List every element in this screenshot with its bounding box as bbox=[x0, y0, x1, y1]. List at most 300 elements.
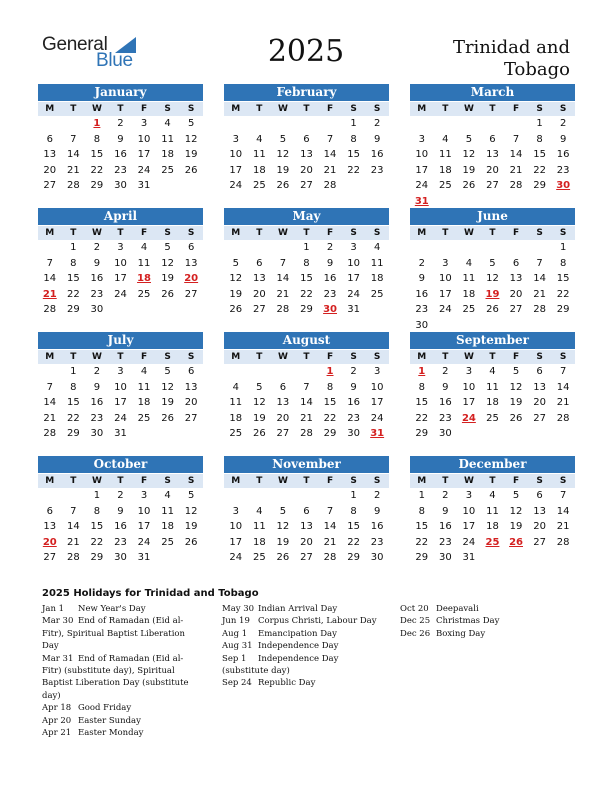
day-cell: 21 bbox=[300, 412, 313, 424]
day-cell: 11 bbox=[252, 521, 266, 532]
day-cell: 3 bbox=[465, 490, 473, 501]
day-cell: 22 bbox=[90, 164, 104, 176]
day-cell: 26 bbox=[161, 288, 174, 300]
day-cell: 2 bbox=[373, 490, 381, 501]
day-cell: 23 bbox=[114, 164, 127, 176]
day-cell: 18 bbox=[252, 536, 266, 548]
weekday-label: S bbox=[350, 476, 357, 486]
day-cell: 10 bbox=[438, 273, 452, 284]
empty-day-cell bbox=[62, 116, 86, 132]
day-cell: 12 bbox=[229, 273, 243, 284]
holiday-day-cell: 30 bbox=[323, 304, 337, 315]
weekday-header bbox=[38, 474, 203, 488]
day-cell: 15 bbox=[556, 273, 570, 284]
weekday-label: F bbox=[140, 476, 148, 486]
month-september bbox=[410, 332, 575, 442]
empty-day-cell bbox=[528, 240, 552, 256]
day-cell: 12 bbox=[509, 381, 523, 393]
day-cell: 3 bbox=[373, 366, 381, 377]
day-cell: 6 bbox=[46, 505, 53, 517]
day-grid bbox=[410, 116, 575, 209]
empty-day-cell bbox=[504, 240, 528, 256]
day-cell: 22 bbox=[533, 164, 546, 176]
day-cell: 6 bbox=[279, 381, 287, 393]
day-cell: 3 bbox=[117, 242, 124, 253]
day-cell: 16 bbox=[323, 273, 337, 284]
weekday-label: W bbox=[91, 104, 102, 114]
weekday-label: W bbox=[277, 228, 288, 238]
weekday-label: T bbox=[442, 352, 449, 362]
weekday-label: T bbox=[256, 352, 263, 362]
day-cell: 13 bbox=[509, 273, 523, 284]
day-cell: 7 bbox=[559, 366, 567, 377]
holiday-day-cell: 1 bbox=[418, 366, 426, 377]
day-cell: 18 bbox=[370, 273, 384, 284]
day-cell: 11 bbox=[438, 149, 452, 160]
holiday-name: Emancipation Day bbox=[258, 628, 337, 639]
day-cell: 16 bbox=[114, 521, 127, 532]
holiday-day-cell: 1 bbox=[93, 118, 101, 129]
day-cell: 8 bbox=[536, 133, 543, 145]
weekday-header bbox=[224, 350, 389, 364]
day-cell: 8 bbox=[326, 381, 334, 393]
weekday-label: T bbox=[303, 352, 310, 362]
day-cell: 13 bbox=[486, 149, 499, 160]
day-cell: 22 bbox=[556, 288, 570, 300]
holiday-name: Independence Day bbox=[258, 641, 339, 652]
day-cell: 1 bbox=[350, 118, 357, 129]
day-cell: 24 bbox=[462, 536, 476, 548]
day-cell: 2 bbox=[93, 366, 101, 377]
day-cell: 2 bbox=[93, 242, 101, 253]
holiday-date: Apr 20 bbox=[42, 715, 72, 726]
empty-day-cell bbox=[457, 116, 481, 132]
holiday-entry bbox=[222, 640, 382, 652]
holiday-entry bbox=[400, 615, 560, 627]
holiday-date: Jun 19 bbox=[222, 616, 250, 627]
weekday-label: T bbox=[70, 104, 77, 114]
day-cell: 22 bbox=[66, 412, 80, 424]
day-cell: 12 bbox=[184, 505, 198, 517]
weekday-label: T bbox=[256, 228, 263, 238]
day-cell: 13 bbox=[184, 381, 198, 393]
day-cell: 22 bbox=[300, 288, 313, 300]
day-cell: 18 bbox=[486, 521, 499, 532]
day-cell: 5 bbox=[465, 133, 473, 145]
day-cell: 7 bbox=[279, 257, 287, 269]
day-cell: 1 bbox=[418, 490, 425, 501]
day-cell: 15 bbox=[66, 273, 80, 284]
day-cell: 17 bbox=[438, 288, 452, 300]
day-cell: 12 bbox=[184, 133, 198, 145]
weekday-label: W bbox=[277, 352, 288, 362]
day-grid bbox=[224, 116, 389, 194]
day-cell: 4 bbox=[140, 242, 148, 253]
day-cell: 11 bbox=[486, 381, 499, 393]
weekday-label: M bbox=[45, 476, 55, 486]
empty-day-cell bbox=[248, 240, 272, 256]
day-cell: 13 bbox=[252, 273, 266, 284]
day-cell: 19 bbox=[184, 521, 198, 532]
country-name: Trinidad and Tobago bbox=[452, 37, 570, 80]
holiday-entry bbox=[222, 653, 382, 678]
day-cell: 12 bbox=[276, 149, 290, 160]
day-cell: 24 bbox=[229, 180, 243, 191]
day-cell: 23 bbox=[415, 304, 429, 315]
weekday-label: M bbox=[417, 352, 427, 362]
holidays-column-2 bbox=[222, 603, 382, 690]
day-cell: 24 bbox=[415, 180, 429, 191]
day-cell: 23 bbox=[438, 536, 452, 548]
weekday-label: S bbox=[187, 352, 195, 362]
day-grid bbox=[38, 488, 203, 566]
day-cell: 23 bbox=[370, 164, 384, 176]
day-cell: 22 bbox=[66, 288, 80, 300]
month-march bbox=[410, 84, 575, 209]
day-cell: 1 bbox=[70, 366, 77, 377]
day-cell: 21 bbox=[556, 397, 570, 408]
weekday-label: S bbox=[373, 228, 381, 238]
day-cell: 22 bbox=[415, 412, 429, 424]
holiday-date: Mar 30 bbox=[42, 616, 74, 627]
holiday-date: Mar 31 bbox=[42, 653, 74, 664]
day-cell: 2 bbox=[559, 118, 567, 129]
day-cell: 13 bbox=[43, 521, 57, 532]
weekday-label: T bbox=[256, 104, 263, 114]
day-cell: 12 bbox=[161, 257, 174, 269]
holiday-day-cell: 19 bbox=[485, 288, 500, 300]
weekday-label: S bbox=[559, 476, 567, 486]
day-cell: 18 bbox=[137, 397, 151, 408]
day-cell: 29 bbox=[66, 304, 80, 315]
day-cell: 31 bbox=[462, 552, 476, 563]
day-cell: 28 bbox=[43, 304, 57, 315]
day-cell: 25 bbox=[161, 536, 174, 548]
day-cell: 24 bbox=[370, 412, 384, 424]
month-name: January bbox=[38, 84, 203, 101]
holiday-entry bbox=[42, 727, 202, 739]
weekday-label: T bbox=[303, 476, 310, 486]
day-cell: 5 bbox=[256, 381, 263, 393]
day-cell: 6 bbox=[303, 505, 310, 517]
day-cell: 4 bbox=[164, 490, 171, 501]
day-cell: 5 bbox=[512, 366, 520, 377]
weekday-label: T bbox=[489, 476, 496, 486]
weekday-header bbox=[410, 350, 575, 364]
day-cell: 9 bbox=[442, 381, 449, 393]
holiday-date: Jan 1 bbox=[42, 604, 65, 614]
day-cell: 17 bbox=[137, 521, 151, 532]
weekday-label: F bbox=[512, 104, 520, 114]
empty-day-cell bbox=[224, 116, 248, 132]
holiday-entry bbox=[222, 615, 382, 627]
weekday-label: S bbox=[164, 476, 171, 486]
day-cell: 1 bbox=[93, 490, 101, 501]
day-cell: 21 bbox=[509, 164, 523, 176]
day-cell: 12 bbox=[486, 273, 499, 284]
day-cell: 23 bbox=[438, 412, 452, 424]
day-cell: 11 bbox=[229, 397, 243, 408]
holiday-day-cell: 20 bbox=[42, 536, 57, 548]
holiday-name: Republic Day bbox=[258, 678, 316, 689]
holiday-date: Aug 1 bbox=[222, 628, 248, 639]
day-cell: 25 bbox=[161, 164, 174, 176]
day-cell: 19 bbox=[276, 536, 290, 548]
day-cell: 17 bbox=[114, 397, 127, 408]
empty-day-cell bbox=[295, 488, 319, 504]
day-cell: 20 bbox=[300, 164, 313, 176]
weekday-label: F bbox=[512, 228, 520, 238]
day-cell: 5 bbox=[512, 490, 520, 501]
day-cell: 13 bbox=[276, 397, 290, 408]
day-grid bbox=[224, 240, 389, 318]
holiday-entry bbox=[222, 677, 382, 689]
day-cell: 4 bbox=[232, 381, 239, 393]
day-cell: 26 bbox=[509, 412, 523, 424]
day-cell: 14 bbox=[66, 521, 80, 532]
holidays-column-3 bbox=[400, 603, 560, 640]
day-cell: 16 bbox=[370, 149, 384, 160]
weekday-label: T bbox=[442, 228, 449, 238]
day-cell: 28 bbox=[323, 552, 337, 563]
weekday-label: F bbox=[140, 228, 148, 238]
holiday-day-cell: 21 bbox=[42, 288, 57, 300]
weekday-label: S bbox=[536, 352, 543, 362]
day-cell: 4 bbox=[489, 366, 496, 377]
weekday-label: T bbox=[442, 476, 449, 486]
month-july bbox=[38, 332, 203, 442]
day-cell: 25 bbox=[370, 288, 384, 300]
day-cell: 8 bbox=[350, 133, 357, 145]
day-cell: 8 bbox=[93, 133, 101, 145]
day-cell: 18 bbox=[462, 288, 476, 300]
weekday-label: S bbox=[373, 104, 381, 114]
holiday-entry bbox=[42, 702, 202, 714]
day-cell: 22 bbox=[347, 164, 360, 176]
day-cell: 26 bbox=[161, 412, 174, 424]
weekday-label: W bbox=[277, 104, 288, 114]
day-cell: 9 bbox=[117, 505, 124, 517]
day-cell: 27 bbox=[300, 180, 313, 191]
month-name: February bbox=[224, 84, 389, 101]
weekday-label: T bbox=[303, 104, 310, 114]
day-grid bbox=[410, 488, 575, 566]
day-cell: 30 bbox=[415, 319, 429, 331]
day-cell: 23 bbox=[90, 412, 104, 424]
day-cell: 11 bbox=[161, 505, 174, 517]
day-cell: 5 bbox=[164, 242, 171, 253]
day-cell: 10 bbox=[347, 257, 360, 269]
day-cell: 15 bbox=[90, 149, 104, 160]
month-name: August bbox=[224, 332, 389, 349]
day-cell: 16 bbox=[90, 273, 104, 284]
day-cell: 30 bbox=[370, 552, 384, 563]
day-cell: 30 bbox=[114, 180, 127, 191]
day-cell: 20 bbox=[533, 521, 546, 532]
day-cell: 16 bbox=[347, 397, 360, 408]
day-cell: 29 bbox=[556, 304, 570, 315]
holiday-name: End of Ramadan (Eid al-Fitr) (substitute day), Spiritual Baptist Liberation Day (substitute day) bbox=[42, 653, 189, 701]
day-cell: 22 bbox=[415, 536, 429, 548]
day-cell: 12 bbox=[276, 521, 290, 532]
weekday-label: S bbox=[164, 104, 171, 114]
day-cell: 25 bbox=[252, 552, 266, 563]
weekday-label: W bbox=[91, 228, 102, 238]
day-cell: 15 bbox=[323, 397, 337, 408]
day-cell: 29 bbox=[300, 304, 313, 315]
day-cell: 27 bbox=[252, 304, 266, 315]
holiday-day-cell: 30 bbox=[556, 180, 571, 191]
day-cell: 14 bbox=[509, 149, 523, 160]
empty-day-cell bbox=[318, 116, 342, 132]
weekday-label: S bbox=[536, 228, 543, 238]
day-cell: 6 bbox=[536, 490, 543, 501]
weekday-label: T bbox=[489, 104, 496, 114]
day-cell: 24 bbox=[229, 552, 243, 563]
day-grid bbox=[224, 364, 389, 442]
holiday-entry bbox=[42, 653, 202, 703]
day-cell: 15 bbox=[533, 149, 546, 160]
weekday-label: M bbox=[417, 228, 427, 238]
weekday-label: S bbox=[350, 104, 357, 114]
day-cell: 29 bbox=[90, 552, 104, 563]
day-cell: 30 bbox=[90, 428, 104, 439]
day-cell: 18 bbox=[486, 397, 499, 408]
day-cell: 23 bbox=[556, 164, 570, 176]
day-cell: 14 bbox=[66, 149, 80, 160]
empty-day-cell bbox=[410, 116, 434, 132]
weekday-header bbox=[224, 474, 389, 488]
day-cell: 28 bbox=[300, 428, 313, 439]
day-cell: 24 bbox=[137, 164, 151, 176]
weekday-header bbox=[38, 350, 203, 364]
day-cell: 14 bbox=[300, 397, 313, 408]
day-cell: 30 bbox=[438, 552, 452, 563]
day-cell: 27 bbox=[533, 412, 546, 424]
day-cell: 9 bbox=[326, 257, 334, 269]
holiday-name: Christmas Day bbox=[436, 616, 500, 627]
day-cell: 20 bbox=[276, 412, 290, 424]
day-cell: 14 bbox=[276, 273, 290, 284]
day-cell: 11 bbox=[252, 149, 266, 160]
day-cell: 8 bbox=[559, 257, 567, 269]
day-cell: 1 bbox=[303, 242, 310, 253]
weekday-label: M bbox=[45, 352, 55, 362]
month-name: June bbox=[410, 208, 575, 225]
day-cell: 28 bbox=[556, 412, 570, 424]
day-cell: 22 bbox=[90, 536, 104, 548]
day-cell: 23 bbox=[114, 536, 127, 548]
day-cell: 3 bbox=[465, 366, 473, 377]
holiday-entry bbox=[400, 603, 560, 615]
day-cell: 21 bbox=[276, 288, 290, 300]
month-name: December bbox=[410, 456, 575, 473]
holiday-day-cell: 1 bbox=[326, 366, 334, 377]
day-cell: 14 bbox=[43, 273, 57, 284]
holiday-day-cell: 18 bbox=[137, 273, 151, 284]
day-cell: 9 bbox=[418, 273, 425, 284]
holiday-name: New Year's Day bbox=[78, 604, 146, 614]
day-cell: 19 bbox=[509, 521, 523, 532]
weekday-label: F bbox=[326, 228, 334, 238]
empty-day-cell bbox=[434, 240, 458, 256]
day-cell: 6 bbox=[489, 133, 496, 145]
holiday-date: Apr 18 bbox=[42, 703, 72, 714]
month-name: September bbox=[410, 332, 575, 349]
day-cell: 28 bbox=[556, 536, 570, 548]
day-cell: 29 bbox=[66, 428, 80, 439]
holiday-entry bbox=[222, 628, 382, 640]
month-name: November bbox=[224, 456, 389, 473]
day-cell: 18 bbox=[229, 412, 243, 424]
holiday-date: Dec 26 bbox=[400, 628, 431, 639]
empty-day-cell bbox=[271, 364, 295, 380]
day-cell: 31 bbox=[114, 428, 127, 439]
weekday-label: T bbox=[117, 228, 124, 238]
day-grid bbox=[410, 240, 575, 333]
weekday-header bbox=[224, 226, 389, 240]
day-cell: 17 bbox=[370, 397, 384, 408]
day-cell: 19 bbox=[161, 397, 174, 408]
empty-day-cell bbox=[410, 240, 434, 256]
day-cell: 21 bbox=[556, 521, 570, 532]
day-cell: 11 bbox=[137, 257, 151, 269]
holiday-entry bbox=[42, 603, 202, 615]
day-cell: 17 bbox=[137, 149, 151, 160]
day-cell: 8 bbox=[93, 505, 101, 517]
day-cell: 28 bbox=[66, 552, 80, 563]
month-february bbox=[224, 84, 389, 194]
day-cell: 6 bbox=[46, 133, 53, 145]
day-cell: 31 bbox=[137, 552, 151, 563]
day-cell: 5 bbox=[232, 257, 239, 269]
day-cell: 4 bbox=[442, 133, 449, 145]
empty-day-cell bbox=[38, 116, 62, 132]
day-cell: 25 bbox=[229, 428, 243, 439]
day-cell: 25 bbox=[252, 180, 266, 191]
day-cell: 26 bbox=[184, 536, 198, 548]
day-cell: 10 bbox=[462, 381, 476, 393]
empty-day-cell bbox=[38, 488, 62, 504]
empty-day-cell bbox=[248, 116, 272, 132]
empty-day-cell bbox=[224, 488, 248, 504]
weekday-label: M bbox=[231, 104, 241, 114]
day-cell: 26 bbox=[276, 552, 290, 563]
day-cell: 8 bbox=[350, 505, 357, 517]
day-cell: 6 bbox=[512, 257, 520, 269]
day-cell: 19 bbox=[161, 273, 174, 284]
day-cell: 15 bbox=[300, 273, 313, 284]
day-cell: 6 bbox=[187, 366, 195, 377]
empty-day-cell bbox=[248, 488, 272, 504]
day-cell: 8 bbox=[70, 257, 77, 269]
day-cell: 15 bbox=[415, 397, 429, 408]
empty-day-cell bbox=[271, 488, 295, 504]
holiday-name: Easter Monday bbox=[78, 728, 144, 739]
weekday-label: S bbox=[350, 228, 357, 238]
month-january bbox=[38, 84, 203, 194]
day-cell: 20 bbox=[43, 164, 57, 176]
day-cell: 11 bbox=[137, 381, 151, 393]
weekday-label: F bbox=[512, 476, 520, 486]
day-cell: 9 bbox=[442, 505, 449, 517]
day-cell: 3 bbox=[232, 133, 239, 145]
day-cell: 9 bbox=[93, 381, 101, 393]
day-cell: 12 bbox=[161, 381, 174, 393]
day-cell: 26 bbox=[229, 304, 243, 315]
day-cell: 7 bbox=[559, 490, 567, 501]
weekday-label: S bbox=[187, 476, 195, 486]
